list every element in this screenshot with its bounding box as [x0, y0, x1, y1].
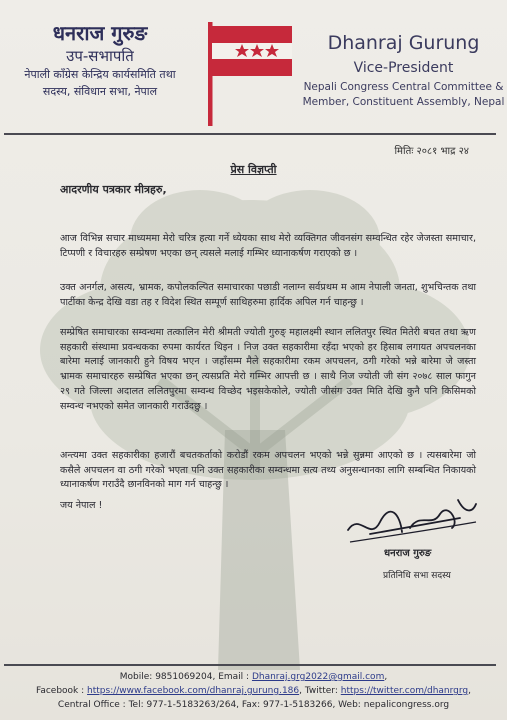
header-office-nepali-line2: सदस्य, संविधान सभा, नेपाल — [42, 85, 158, 98]
paragraph-2: उक्त अनर्गल, असत्य, भ्रामक, कपोलकल्पित समाचारका पछाडी नलाग्न सर्वप्रथम म आम नेपाली जनता, शुभचिन्तक तथा पार्टीका केन्द्र देखि वडा तह र विदेश स्थित सम्पूर्ण साथिहरुमा हार्दिक अपिल गर्न चाहन्छु । — [60, 282, 476, 308]
footer-email-label: Email : — [218, 672, 250, 682]
letter-salutation: आदरणीय पत्रकार मीत्रहरु, — [60, 183, 167, 196]
footer-mobile: 9851069204, — [155, 672, 216, 682]
footer-twitter-link[interactable]: https://twitter.com/dhanrgrg — [340, 686, 469, 696]
footer-facebook-link[interactable]: https://www.facebook.com/dhanraj.gurung.186 — [87, 686, 300, 696]
footer-facebook-label: Facebook : — [35, 686, 85, 696]
header-role-nepali: उप-सभापति — [66, 47, 134, 65]
paragraph-3: सम्प्रेषित समाचारका सम्वन्धमा तत्कालिन मेरी श्रीमती ज्योती गुरुङ्‍ महालक्ष्मी स्थान ललितपुर स्थित मितेरी बचत तथा ऋण सहकारी संस्थामा प्रवन्धकका रुपमा कार्यरत थिइन । निज उक्त सहकारीमा रहँदा भएको हर हिसाब लगायत अपचलनका बारेमा मलाई जानकारी हुने विषय भएन । जहाँसम्म मैले सहकारीमा रकम अपचलन, ठगी गरेको भन्ने बारेमा जे जस्ता भ्रामक समाचारहरु सम्प्रेषित भएका छन् त्यसप्रति मेरो गम्भिर आपत्ती छ । साथै निज ज्योती जी संग २०७८ साल फागुन २९ गते जिल्ला अदालत ललितपुरमा सम्वन्ध विच्छेद भइसकेकोले, ज्योती जीसंग उक्त मिति देखि कुनै पनि किसिमको सम्वन्ध नभएको समेत जानकारी गराउँदछु । — [60, 327, 476, 412]
header-office-english-line2: Member, Constituent Assembly, Nepal — [302, 96, 505, 108]
signatory-name: धनराज गुरुङ — [384, 548, 432, 559]
header-nepali — [0, 20, 200, 100]
header-office-english-line1: Nepali Congress Central Committee & — [303, 81, 504, 93]
handwritten-signature — [340, 492, 480, 552]
footer-office: Central Office : Tel: 977-1-5183263/264, Fax: 977-1-5183266, Web: nepalicongress.org — [57, 700, 450, 710]
signatory-role: प्रतिनिधि सभा सदस्य — [383, 571, 451, 581]
footer-email-separator: , — [384, 672, 388, 682]
footer-divider — [4, 664, 496, 666]
footer-mobile-label: Mobile: — [119, 672, 153, 682]
header-name-english: Dhanraj Gurung — [327, 32, 480, 54]
footer-line-social — [0, 684, 507, 698]
header-divider — [4, 133, 496, 135]
footer-email-link[interactable]: Dhanraj.grg2022@gmail.com — [251, 672, 385, 682]
footer-twitter-separator: , — [468, 686, 472, 696]
footer-twitter-label: , Twitter: — [299, 686, 338, 696]
header-english — [300, 30, 507, 110]
header-role-english: Vice-President — [353, 60, 454, 76]
paragraph-4: अन्त्यमा उक्त सहकारीका हजारौं बचतकर्ताको करोडौं रकम अपचलन भएको भन्ने सुन्नमा आएको छ । त्यसबारेमा जो कसैले अपचलन वा ठगी गरेको भएता पनि उक्त सहकारीका सम्वन्धमा सत्य तथ्य अनुसन्धानका लागि सम्बन्धित निकायको ध्यानाकर्षण गराउँदै छानविनको माग गर्न चाहन्छु । — [60, 450, 476, 491]
letter-title: प्रेस विज्ञप्ती — [230, 163, 277, 176]
header-office-nepali-line1: नेपाली काँग्रेस केन्द्रिय कार्यसमिति तथा — [24, 68, 176, 81]
letter-date: मितिः २०८१ भाद्र २४ — [394, 146, 469, 157]
header-name-nepali: धनराज गुरुङ — [52, 21, 148, 45]
party-flag-logo — [206, 18, 296, 130]
paragraph-1: आज विभिन्न सचार माध्यममा मेरो चरित्र हत्या गर्ने ध्येयका साथ मेरो व्यक्तिगत जीवनसंग सम्वन्धित रहेर जेजस्ता समाचार, टिप्पणी र विचारहरु सम्प्रेषण भएका छन् त्यसले मलाई गम्भिर ध्यानाकर्षण गराएको छ । — [60, 233, 476, 259]
letter-closing: जय नेपाल ! — [60, 500, 103, 511]
footer-line-contact — [0, 670, 507, 684]
